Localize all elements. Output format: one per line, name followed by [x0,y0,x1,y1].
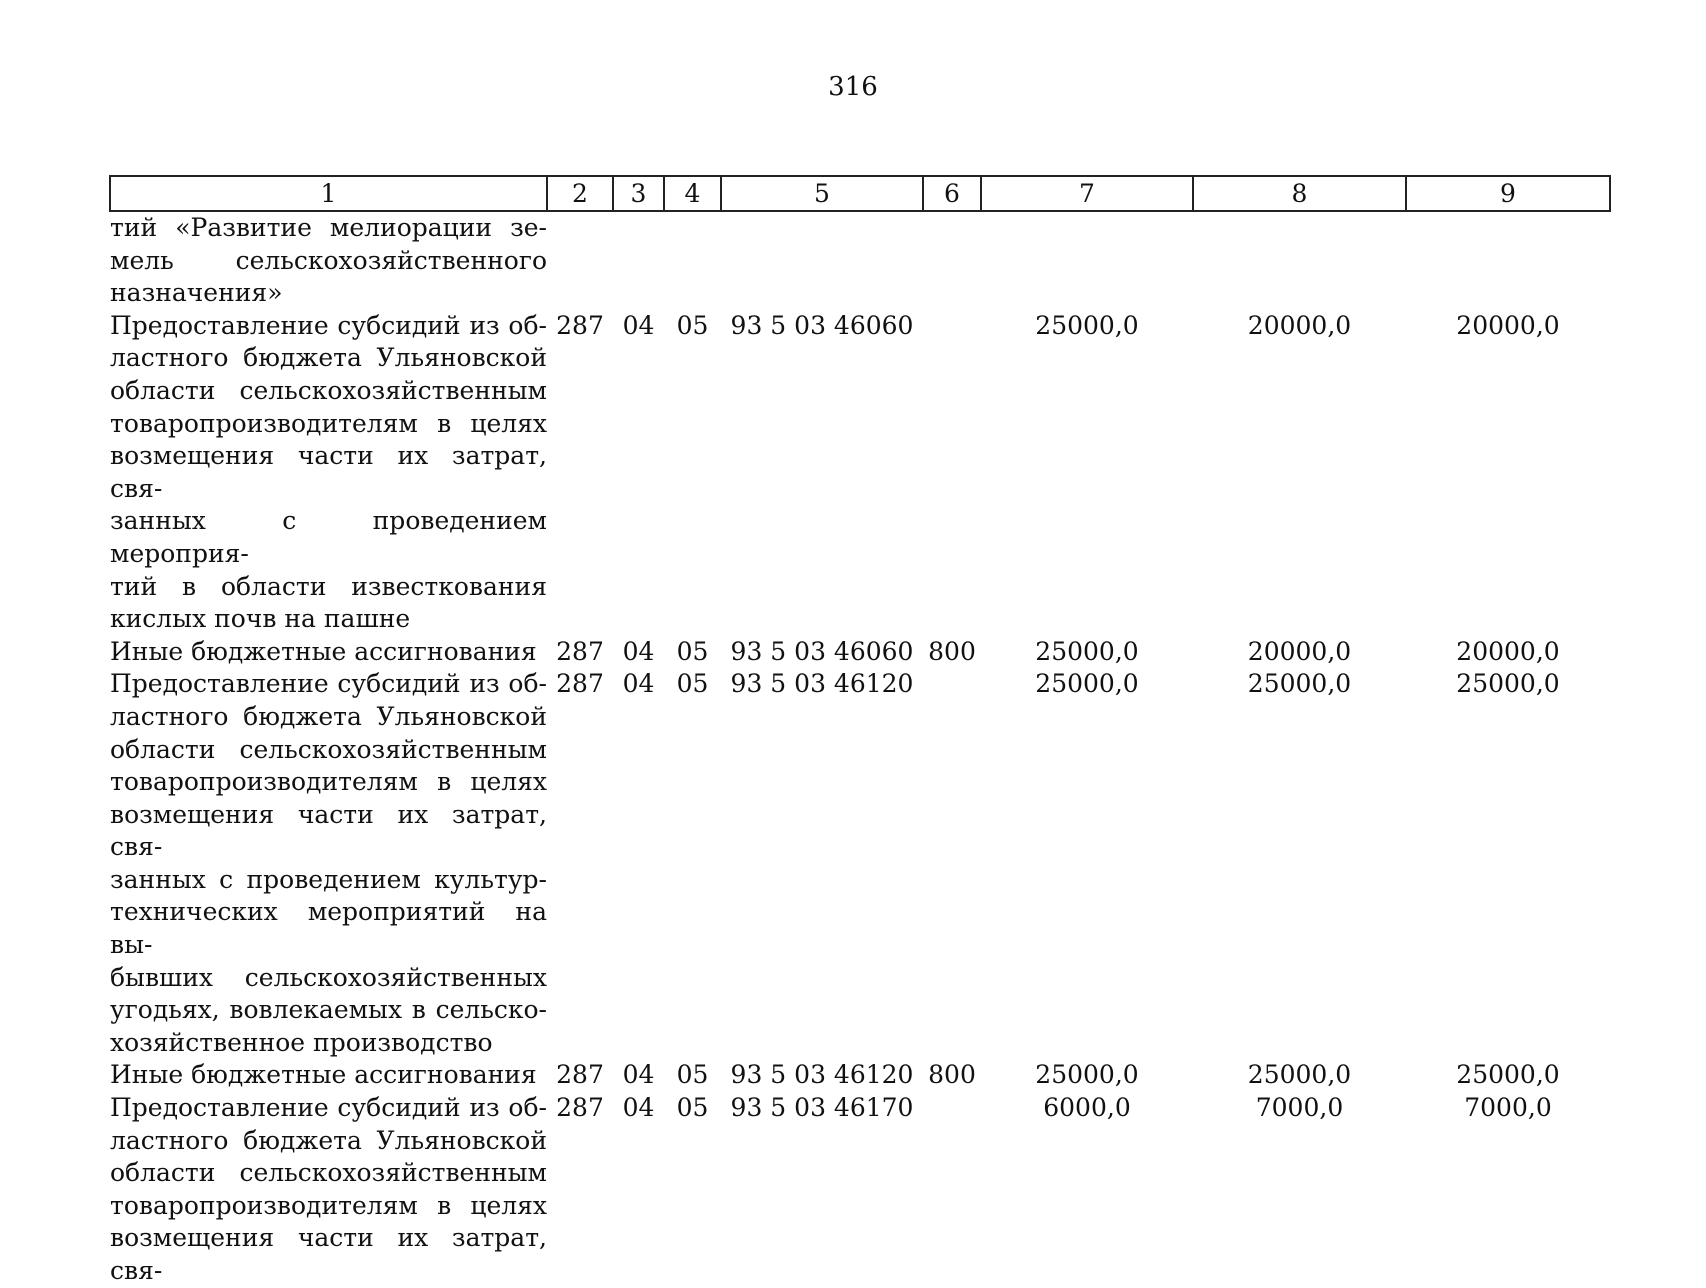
cell-target-article: 93 5 03 46170 [730,1093,914,1123]
cell-admin-code: 287 [556,1093,604,1123]
cell-expense-type: 800 [928,1060,976,1090]
cell-amount-8: 20000,0 [1247,636,1352,666]
description-line: ластного бюджета Ульяновской [110,701,547,731]
description-line: хозяйственное производство [110,1027,493,1057]
cell-amount-7: 25000,0 [1035,1060,1139,1090]
column-header: 4 [664,176,721,211]
row-description [110,211,547,310]
description-line: Предоставление субсидий из об- [110,1093,547,1123]
column-header: 9 [1406,176,1610,211]
cell-amount-7: 25000,0 [1035,310,1139,340]
cell-subsection: 05 [676,1093,709,1123]
column-header: 8 [1193,176,1406,211]
description-line: возмещения части их затрат, свя- [110,441,547,503]
description-line: занных с проведением мероприя- [110,506,547,568]
table-row [110,668,1610,1059]
column-header: 6 [923,176,981,211]
description-line: тий в области известкования [110,571,547,601]
cell-expense-type [923,1092,981,1288]
table-header-row [110,176,1610,211]
cell-section: 04 [622,1093,655,1123]
cell-amount-8: 25000,0 [1247,1060,1352,1090]
description-line: технических мероприятий на вы- [110,897,547,960]
row-description [110,636,547,669]
cell-admin-code: 287 [556,1060,604,1090]
cell-target-article: 93 5 03 46060 [730,310,914,340]
cell-amount-9 [1406,211,1610,310]
cell-amount-9: 7000,0 [1464,1093,1552,1123]
description-line: товаропроизводителям в целях [110,408,547,438]
column-header: 5 [721,176,923,211]
cell-amount-9: 20000,0 [1456,310,1560,340]
description-line: области сельскохозяйственным [110,1158,547,1188]
description-line: назначения» [110,278,283,308]
description-line: угодьях, вовлекаемых в сельско- [110,995,547,1025]
description-line: Иные бюджетные ассигнования [110,636,537,666]
cell-amount-8: 25000,0 [1247,669,1352,699]
description-line: бывших сельскохозяйственных [110,962,547,992]
description-line: ластного бюджета Ульяновской [110,1125,547,1155]
cell-section: 04 [622,669,655,699]
cell-subsection [664,211,721,310]
table-row [110,1092,1610,1288]
column-header: 2 [547,176,613,211]
cell-admin-code [547,211,613,310]
cell-section [613,211,664,310]
row-description [110,1092,547,1288]
cell-amount-7 [981,211,1193,310]
row-description [110,668,547,1059]
cell-target-article: 93 5 03 46060 [730,636,914,666]
cell-amount-9: 25000,0 [1456,669,1560,699]
cell-section: 04 [622,310,655,340]
cell-target-article: 93 5 03 46120 [730,1060,914,1090]
row-description [110,310,547,636]
description-line: мель сельскохозяйственного [110,245,547,275]
cell-amount-7: 25000,0 [1035,669,1139,699]
cell-target-article [721,211,923,310]
cell-expense-type [923,211,981,310]
description-line: тий «Развитие мелиорации зе- [110,213,547,242]
cell-expense-type: 800 [928,636,976,666]
table-row [110,636,1610,669]
cell-expense-type [923,310,981,636]
cell-amount-8: 7000,0 [1255,1093,1344,1123]
description-line: возмещения части их затрат, свя- [110,799,547,862]
description-line: области сельскохозяйственным [110,375,547,405]
description-line: Предоставление субсидий из об- [110,310,547,340]
table-row [110,310,1610,636]
cell-amount-9: 20000,0 [1456,636,1560,666]
table-row [110,1059,1610,1092]
cell-section: 04 [622,636,655,666]
cell-subsection: 05 [676,669,709,699]
table-row [110,211,1610,310]
description-line: товаропроизводителям в целях [110,1190,547,1220]
cell-admin-code: 287 [556,310,604,340]
cell-amount-7: 25000,0 [1035,636,1139,666]
cell-target-article: 93 5 03 46120 [730,669,914,699]
row-description [110,1059,547,1092]
cell-expense-type [923,668,981,1059]
cell-amount-8: 20000,0 [1247,310,1352,340]
page-number: 316 [828,72,878,102]
column-header: 3 [613,176,664,211]
cell-amount-8 [1193,211,1406,310]
description-line: возмещения части их затрат, свя- [110,1223,547,1285]
cell-subsection: 05 [676,1060,709,1090]
cell-amount-9: 25000,0 [1456,1060,1560,1090]
description-line: товаропроизводителям в целях [110,767,547,797]
cell-admin-code: 287 [556,636,604,666]
budget-table [109,175,1611,1288]
cell-admin-code: 287 [556,669,604,699]
description-line: Предоставление субсидий из об- [110,669,547,699]
cell-section: 04 [622,1060,655,1090]
description-line: Иные бюджетные ассигнования [110,1060,537,1090]
column-header: 1 [110,176,547,211]
description-line: ластного бюджета Ульяновской [110,343,547,373]
cell-subsection: 05 [676,636,709,666]
cell-subsection: 05 [676,310,709,340]
cell-amount-7: 6000,0 [1043,1093,1131,1123]
description-line: области сельскохозяйственным [110,734,547,764]
description-line: занных с проведением культур- [110,864,547,894]
column-header: 7 [981,176,1193,211]
description-line: кислых почв на пашне [110,604,411,634]
